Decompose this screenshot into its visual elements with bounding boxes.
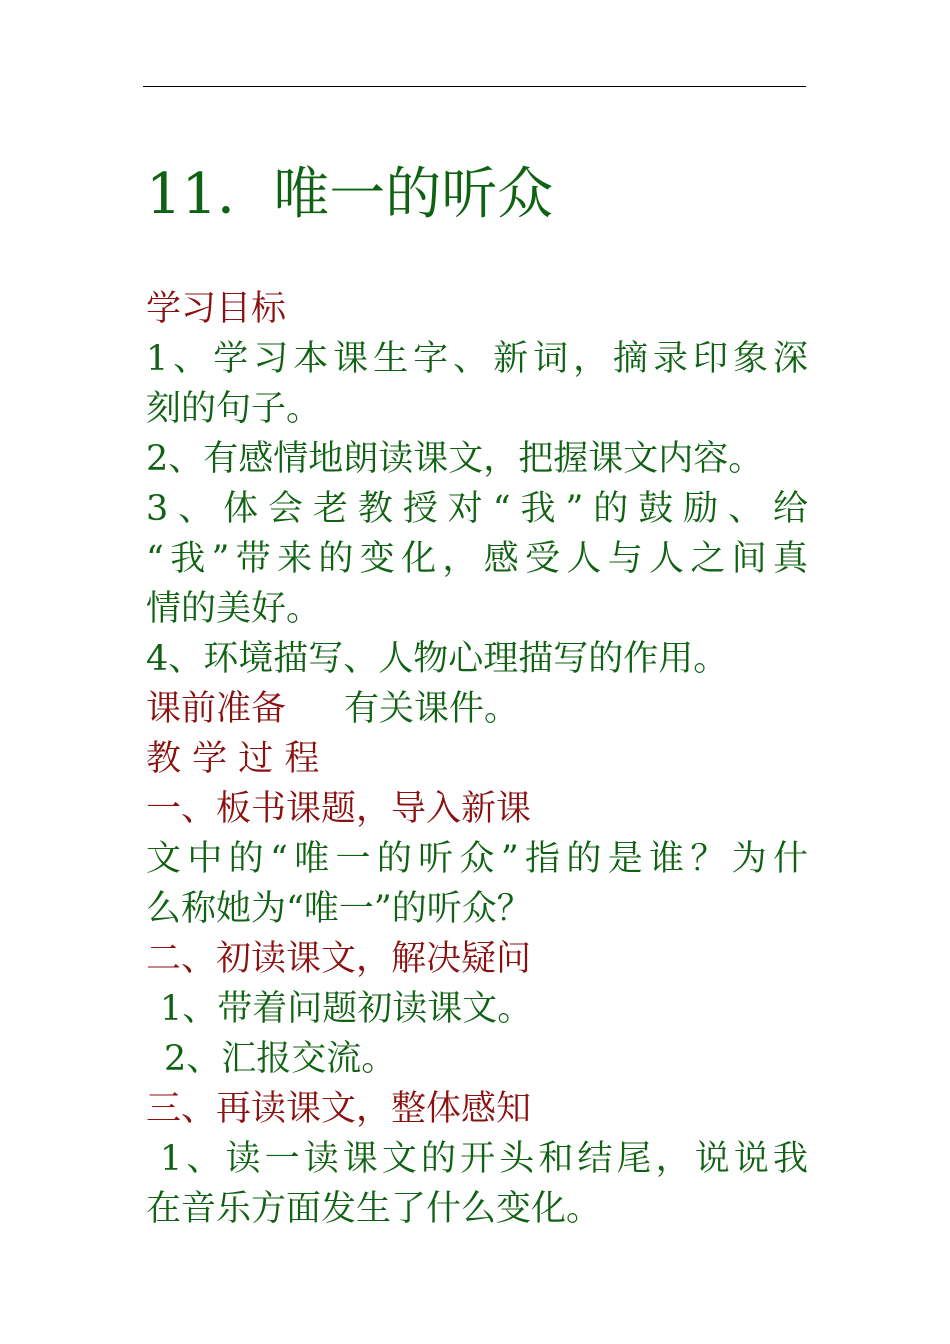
section-2-heading: 二、初读课文，解决疑问 bbox=[146, 939, 532, 979]
section-3-line-2: 在音乐方面发生了什么变化。 bbox=[146, 1189, 602, 1229]
objective-3-line-2: “我”带来的变化，感受人与人之间真 bbox=[146, 539, 808, 579]
header-rule bbox=[143, 86, 806, 87]
document-body bbox=[146, 284, 808, 1234]
objective-3-line-3: 情的美好。 bbox=[146, 589, 322, 629]
objective-1-line-1: 1、学习本课生字、新词，摘录印象深 bbox=[146, 339, 808, 379]
document-content bbox=[146, 158, 808, 1234]
objective-4-line-1: 4、环境描写、人物心理描写的作用。 bbox=[146, 639, 729, 679]
objective-2-line-1: 2、有感情地朗读课文，把握课文内容。 bbox=[146, 439, 764, 479]
preparation-text: 有关课件。 bbox=[344, 689, 520, 729]
section-3-heading: 三、再读课文，整体感知 bbox=[146, 1089, 532, 1129]
section-1-heading: 一、板书课题，导入新课 bbox=[146, 789, 532, 829]
process-heading: 教 学 过 程 bbox=[146, 739, 320, 779]
section-2-line-1: 1、带着问题初读课文。 bbox=[160, 989, 533, 1029]
section-1-line-2: 么称她为“唯一”的听众？ bbox=[146, 889, 532, 929]
objective-3-line-1: 3、体会老教授对“我”的鼓励、给 bbox=[146, 489, 808, 529]
section-3-line-1: 1、读一读课文的开头和结尾，说说我 bbox=[160, 1139, 808, 1179]
objectives-heading: 学习目标 bbox=[146, 289, 287, 329]
preparation-row bbox=[146, 684, 808, 734]
section-1-line-1: 文中的“唯一的听众”指的是谁？为什 bbox=[146, 839, 808, 879]
lesson-title: 11．唯一的听众 bbox=[146, 162, 554, 227]
objective-1-line-2: 刻的句子。 bbox=[146, 389, 322, 429]
section-2-line-2: 2、汇报交流。 bbox=[164, 1039, 397, 1079]
preparation-label: 课前准备 bbox=[146, 689, 287, 729]
